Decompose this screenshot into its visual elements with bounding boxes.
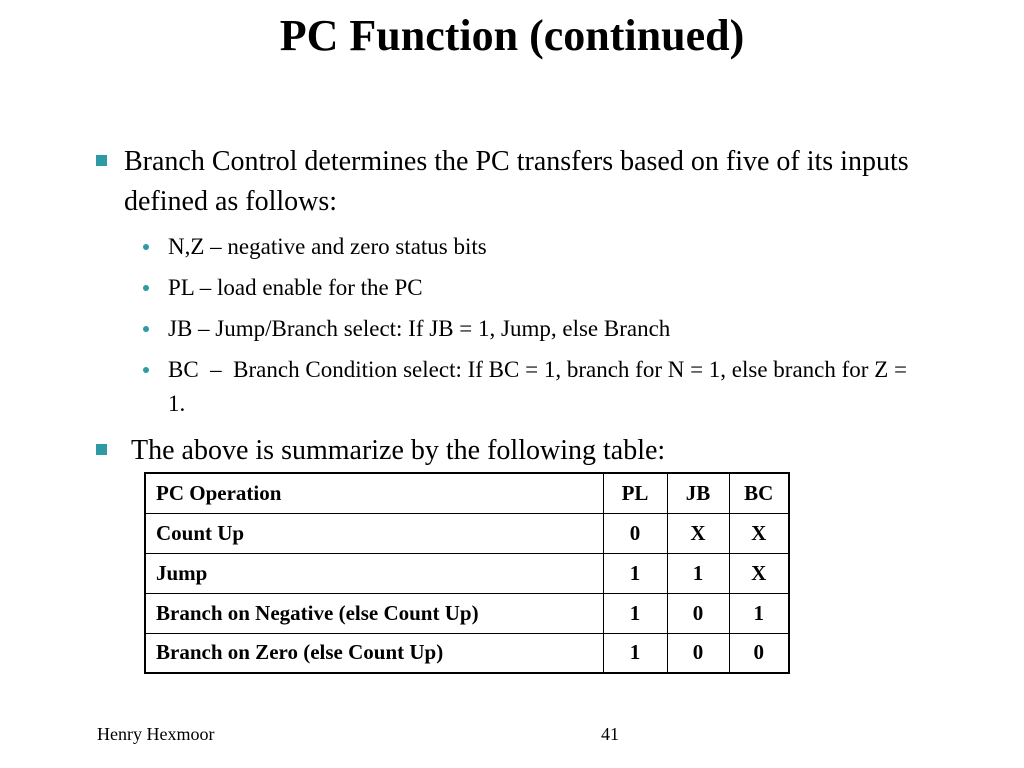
table-cell: 1 [729, 593, 789, 633]
table-cell: 1 [603, 593, 667, 633]
bullet-table-intro [96, 431, 976, 471]
pc-operation-table [144, 472, 790, 674]
table-row [145, 633, 789, 673]
slide-title: PC Function (continued) [279, 11, 745, 60]
bullet-text: The above is summarize by the following table: [124, 435, 666, 466]
table-cell: Branch on Negative (else Count Up) [145, 593, 603, 633]
sub-bullet-bc [143, 353, 923, 421]
table-cell: 0 [603, 513, 667, 553]
square-bullet-icon [96, 155, 107, 166]
table-header-row [145, 473, 789, 513]
table-row [145, 553, 789, 593]
table-cell: Count Up [145, 513, 603, 553]
table-cell: 0 [667, 593, 729, 633]
table-cell: Jump [145, 553, 603, 593]
table-cell: 1 [603, 553, 667, 593]
square-bullet-icon [96, 444, 107, 455]
table-cell: X [729, 553, 789, 593]
table-cell: 1 [603, 633, 667, 673]
table-cell: Branch on Zero (else Count Up) [145, 633, 603, 673]
dot-bullet-icon [143, 244, 149, 250]
table-header-cell: PC Operation [145, 473, 603, 513]
sub-bullet-pl [143, 271, 943, 305]
table-cell: 0 [729, 633, 789, 673]
footer-author: Henry Hexmoor [97, 724, 215, 744]
table-header-cell: PL [603, 473, 667, 513]
dot-bullet-icon [143, 326, 149, 332]
table-cell: 1 [667, 553, 729, 593]
sub-bullet-text: PL – load enable for the PC [168, 275, 423, 300]
table-cell: 0 [667, 633, 729, 673]
sub-bullet-text: BC – Branch Condition select: If BC = 1, branch for N = 1, else branch for Z = 1. [168, 357, 913, 416]
table-cell: X [729, 513, 789, 553]
sub-bullet-text: N,Z – negative and zero status bits [168, 234, 487, 259]
table-header-cell: BC [729, 473, 789, 513]
table-cell: X [667, 513, 729, 553]
sub-bullet-jb [143, 312, 943, 346]
dot-bullet-icon [143, 367, 149, 373]
dot-bullet-icon [143, 285, 149, 291]
footer-page-number: 41 [601, 724, 619, 744]
table-row [145, 513, 789, 553]
table-row [145, 593, 789, 633]
bullet-branch-control [96, 142, 976, 222]
table-header-cell: JB [667, 473, 729, 513]
bullet-text: Branch Control determines the PC transfers based on five of its inputs defined as follows: [124, 146, 909, 217]
sub-bullet-nz [143, 230, 943, 264]
sub-bullet-text: JB – Jump/Branch select: If JB = 1, Jump, else Branch [168, 316, 671, 341]
